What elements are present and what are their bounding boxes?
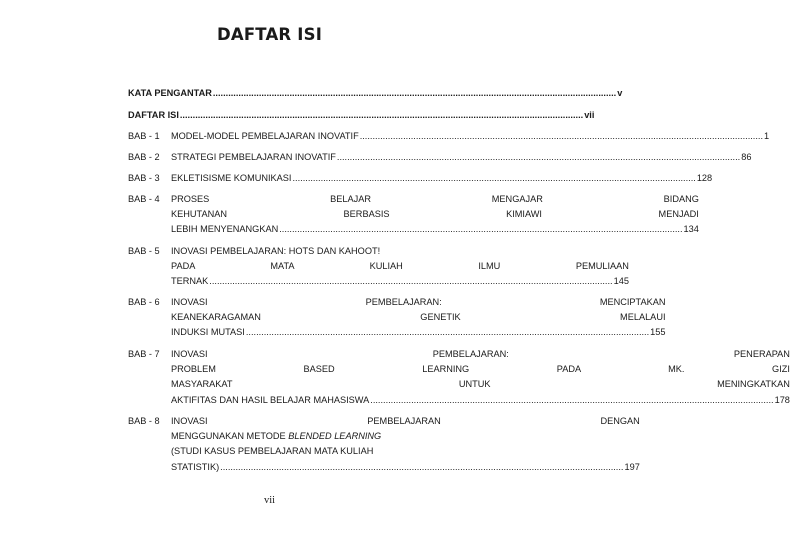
toc-page-number: 155 (650, 327, 666, 338)
chapter-title-line: TERNAK (171, 276, 209, 287)
dot-leader (220, 460, 623, 475)
chapter-title: EKLETISISME KOMUNIKASI (171, 173, 292, 183)
chapter-title-line: PROSES BELAJAR MENGAJAR BIDANG (171, 194, 699, 204)
page-footer-number: vii (263, 495, 276, 506)
chapter-number: BAB - 5 (128, 246, 160, 256)
chapter-title-plain: MENGGUNAKAN METODE (171, 431, 289, 442)
chapter-number: BAB - 1 (128, 131, 160, 141)
chapter-title-line: INOVASI PEMBELAJARAN: MENCIPTAKAN (171, 297, 666, 307)
toc-page-number: 178 (774, 394, 790, 405)
toc-chapter-8[interactable] (128, 414, 640, 475)
toc-page-number: vii (584, 110, 595, 120)
toc-page-number: 197 (624, 461, 640, 472)
toc-chapter-3[interactable] (128, 171, 713, 186)
dot-leader (337, 150, 740, 165)
chapter-title-line: (STUDI KASUS PEMBELAJARAN MATA KULIAH (171, 446, 374, 457)
chapter-title-line: KEANEKARAGAMAN GENETIK MELALAUI (171, 312, 666, 323)
toc-label: DAFTAR ISI (128, 110, 179, 120)
toc-page-number: v (617, 88, 623, 98)
toc-page-number: 128 (696, 173, 713, 183)
toc-chapter-2[interactable] (128, 150, 752, 165)
chapter-title-line: INDUKSI MUTASI (171, 327, 245, 338)
chapter-title-line: STATISTIK) (171, 461, 220, 472)
dot-leader (180, 108, 583, 123)
toc-page-number: 86 (741, 152, 752, 162)
dot-leader (279, 222, 682, 237)
toc-label: KATA PENGANTAR (128, 88, 212, 98)
chapter-title: MODEL-MODEL PEMBELAJARAN INOVATIF (171, 131, 359, 141)
chapter-title-line: PROBLEM BASED LEARNING PADA MK. GIZI (171, 364, 790, 375)
chapter-title-line: LEBIH MENYENANGKAN (171, 224, 279, 235)
chapter-number: BAB - 3 (128, 173, 160, 183)
chapter-title-line: KEHUTANAN BERBASIS KIMIAWI MENJADI (171, 209, 699, 220)
page-title: DAFTAR ISI (216, 25, 323, 44)
toc-page-number: 1 (764, 131, 770, 141)
toc-chapter-1[interactable] (128, 129, 770, 144)
toc-chapter-4[interactable] (128, 192, 699, 238)
toc-chapter-7[interactable] (128, 347, 790, 408)
chapter-title-line: MASYARAKAT UNTUK MENINGKATKAN (171, 379, 790, 390)
chapter-number: BAB - 4 (128, 194, 160, 204)
chapter-title-line: INOVASI PEMBELAJARAN: PENERAPAN (171, 349, 790, 359)
chapter-title-italic: BLENDED LEARNING (288, 431, 382, 442)
dot-leader (370, 393, 773, 408)
chapter-title-line: AKTIFITAS DAN HASIL BELAJAR MAHASISWA (171, 394, 370, 405)
chapter-title-line: INOVASI PEMBELAJARAN: HOTS DAN KAHOOT! (171, 246, 381, 256)
toc-front-daftar-isi[interactable] (128, 108, 595, 123)
chapter-title-line: PADA MATA KULIAH ILMU PEMULIAAN (171, 261, 629, 272)
dot-leader (293, 171, 696, 186)
dot-leader (209, 274, 612, 289)
chapter-title-line: INOVASI PEMBELAJARAN DENGAN (171, 416, 640, 426)
toc-chapter-5[interactable] (128, 244, 629, 290)
toc-chapter-6[interactable] (128, 295, 666, 341)
chapter-number: BAB - 8 (128, 416, 160, 426)
chapter-title-line (171, 429, 640, 444)
chapter-number: BAB - 6 (128, 297, 160, 307)
toc-page-number: 134 (683, 224, 699, 235)
dot-leader (213, 86, 616, 101)
toc-front-kata-pengantar[interactable] (128, 86, 623, 101)
dot-leader (246, 325, 649, 340)
chapter-number: BAB - 7 (128, 349, 160, 359)
dot-leader (360, 129, 763, 144)
toc-page-number: 145 (613, 276, 629, 287)
chapter-title: STRATEGI PEMBELAJARAN INOVATIF (171, 152, 336, 162)
chapter-number: BAB - 2 (128, 152, 160, 162)
